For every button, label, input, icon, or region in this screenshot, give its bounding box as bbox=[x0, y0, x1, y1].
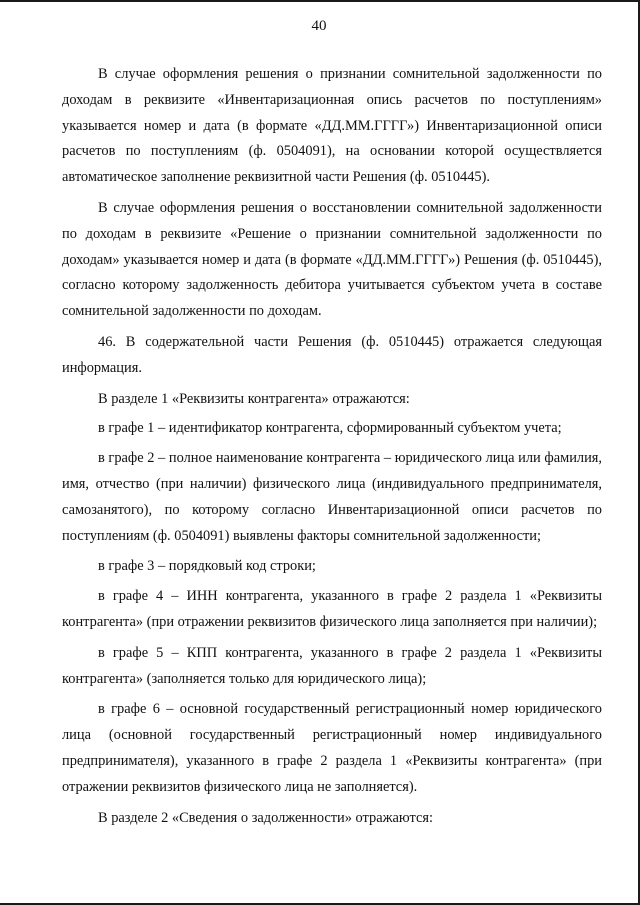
paragraph-column-3: в графе 3 – порядковый код строки; bbox=[98, 558, 316, 575]
paragraph-section-2-heading: В разделе 2 «Сведения о задолженности» отражаются: bbox=[98, 809, 433, 826]
paragraph-column-2: в графе 2 – полное наименование контрагента – юридического лица или фамилия, имя, отчество (при наличии) физического лица (индивидуального предпринимателя, самозанятого), по которому согласно Инвентаризационной описи расчетов по поступлениям (ф. 0504091) выявлены факторы сомнительной задолженности; bbox=[62, 450, 602, 544]
paragraph-section-1-heading: В разделе 1 «Реквизиты контрагента» отражаются: bbox=[98, 390, 410, 407]
paragraph-doubtful-debt-recognition: В случае оформления решения о признании сомнительной задолженности по доходам в реквизите «Инвентаризационная опись расчетов по поступлениям» указывается номер и дата (в формате «ДД.ММ.ГГГГ») Инвентаризационной описи расчетов по поступлениям (ф. 0504091), на основании которой осуществляется автоматическое заполнение реквизитной части Решения (ф. 0510445). bbox=[62, 66, 602, 186]
page-number: 40 bbox=[311, 18, 327, 34]
paragraph-doubtful-debt-restoration: В случае оформления решения о восстановлении сомнительной задолженности по доходам в реквизите «Решение о признании сомнительной задолженности по доходам» указывается номер и дата (в формате «ДД.ММ.ГГГГ») Решения (ф. 0510445), согласно которому задолженность дебитора учитывается субъектом учета в составе сомнительной задолженности по доходам. bbox=[62, 199, 602, 320]
paragraph-column-4: в графе 4 – ИНН контрагента, указанного в графе 2 раздела 1 «Реквизиты контрагента» (при отражении реквизитов физического лица заполняется при наличии); bbox=[62, 588, 602, 630]
document-body bbox=[62, 62, 602, 836]
paragraph-column-5: в графе 5 – КПП контрагента, указанного в графе 2 раздела 1 «Реквизиты контрагента» (заполняется только для юридического лица); bbox=[62, 644, 602, 687]
paragraph-item-46: 46. В содержательной части Решения (ф. 0510445) отражается следующая информация. bbox=[62, 333, 602, 376]
paragraph-column-1: в графе 1 – идентификатор контрагента, сформированный субъектом учета; bbox=[98, 420, 562, 437]
paragraph-column-6: в графе 6 – основной государственный регистрационный номер юридического лица (основной государственный регистрационный номер индивидуального предпринимателя), указанного в графе 2 раздела 1 «Реквизиты контрагента» (при отражении реквизитов физического лица не заполняется). bbox=[62, 701, 602, 795]
